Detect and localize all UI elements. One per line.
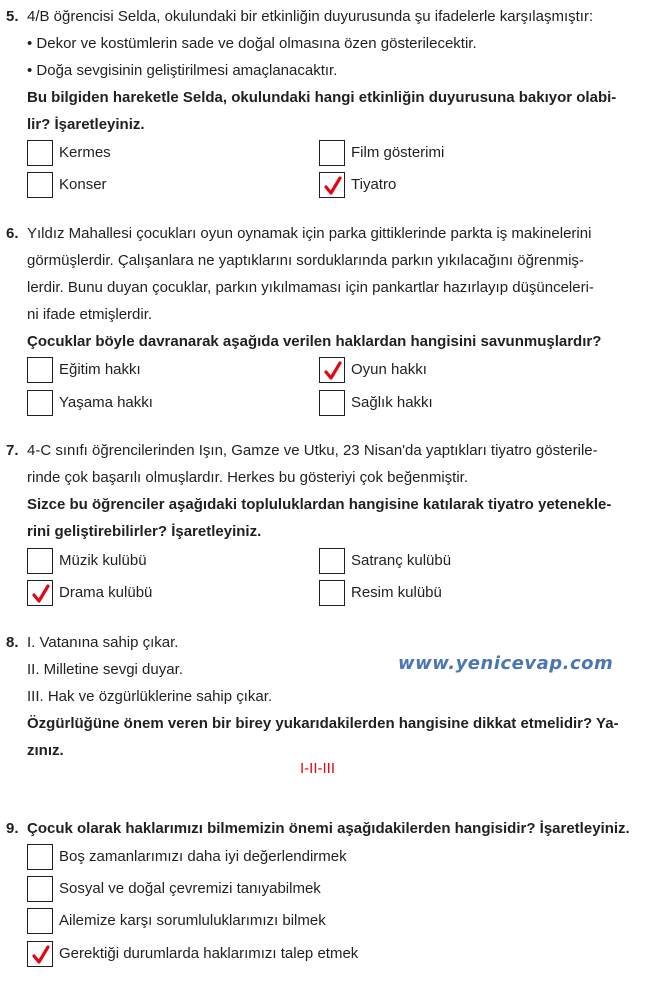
question-text-line: lerdir. Bunu duyan çocuklar, parkın yıkılmaması için pankartlar hazırlayıp düşünceleri- — [27, 279, 594, 296]
question-prompt: zınız. — [27, 742, 64, 759]
question-prompt: rini geliştirebilirler? İşaretleyiniz. — [27, 523, 262, 540]
option-label: Drama kulübü — [59, 584, 153, 601]
option-label: Film gösterimi — [351, 144, 445, 161]
checkbox-checked[interactable] — [27, 580, 53, 606]
statement-line: III. Hak ve özgürlüklerine sahip çıkar. — [27, 688, 273, 705]
option-label: Oyun hakkı — [351, 361, 427, 378]
checkbox[interactable] — [27, 844, 53, 870]
checkbox[interactable] — [27, 876, 53, 902]
option-label: Konser — [59, 176, 107, 193]
option-label: Müzik kulübü — [59, 552, 147, 569]
checkmark-icon — [324, 176, 342, 196]
checkmark-icon — [32, 584, 50, 604]
question-text-line: rinde çok başarılı olmuşlardır. Herkes bu gösteriyi çok beğenmiştir. — [27, 469, 469, 486]
statement-line: I. Vatanına sahip çıkar. — [27, 634, 179, 651]
checkbox-checked[interactable] — [319, 357, 345, 383]
question-prompt: Çocuklar böyle davranarak aşağıda verilen haklardan hangisini savunmuşlardır? — [27, 333, 602, 350]
option-label: Yaşama hakkı — [59, 394, 153, 411]
bullet-line: • Doğa sevgisinin geliştirilmesi amaçlanacaktır. — [27, 62, 338, 79]
checkbox[interactable] — [319, 580, 345, 606]
question-text-line: görmüşlerdir. Çalışanlara ne yaptıklarını sorduklarında parkın yıkılacağını öğrenmiş- — [27, 252, 584, 269]
bullet-line: • Dekor ve kostümlerin sade ve doğal olmasına özen gösterilecektir. — [27, 35, 477, 52]
statement-line: II. Milletine sevgi duyar. — [27, 661, 183, 678]
option-label: Sağlık hakkı — [351, 394, 433, 411]
question-prompt: Özgürlüğüne önem veren bir birey yukarıdakilerden hangisine dikkat etmelidir? Ya- — [27, 715, 619, 732]
checkbox-checked[interactable] — [319, 172, 345, 198]
option-label: Kermes — [59, 144, 111, 161]
checkbox[interactable] — [27, 172, 53, 198]
option-label: Gerektiği durumlarda haklarımızı talep etmek — [59, 945, 359, 962]
checkbox[interactable] — [27, 548, 53, 574]
checkmark-icon — [324, 361, 342, 381]
question-number: 6. — [6, 225, 19, 242]
handwritten-answer: I-II-III — [300, 760, 335, 777]
question-prompt: Çocuk olarak haklarımızı bilmemizin önemi aşağıdakilerden hangisidir? İşaretleyiniz. — [27, 820, 630, 837]
checkbox[interactable] — [319, 390, 345, 416]
option-label: Resim kulübü — [351, 584, 442, 601]
question-text-line: Yıldız Mahallesi çocukları oyun oynamak için parka gittiklerinde parkta iş makinelerini — [27, 225, 592, 242]
checkbox-checked[interactable] — [27, 941, 53, 967]
question-prompt: Sizce bu öğrenciler aşağıdaki topluluklardan hangisine katılarak tiyatro yetenekle- — [27, 496, 612, 513]
question-text-line: 4/B öğrencisi Selda, okulundaki bir etkinliğin duyurusunda şu ifadelerle karşılaşmıştır: — [27, 8, 594, 25]
checkmark-icon — [32, 945, 50, 965]
option-label: Eğitim hakkı — [59, 361, 141, 378]
option-label: Boş zamanlarımızı daha iyi değerlendirmek — [59, 848, 347, 865]
option-label: Sosyal ve doğal çevremizi tanıyabilmek — [59, 880, 321, 897]
checkbox[interactable] — [27, 140, 53, 166]
checkbox[interactable] — [27, 357, 53, 383]
question-number: 5. — [6, 8, 19, 25]
question-prompt: lir? İşaretleyiniz. — [27, 116, 145, 133]
question-number: 7. — [6, 442, 19, 459]
question-number: 8. — [6, 634, 19, 651]
checkbox[interactable] — [319, 140, 345, 166]
question-prompt: Bu bilgiden hareketle Selda, okulundaki hangi etkinliğin duyurusuna bakıyor olabi- — [27, 89, 617, 106]
question-text-line: 4-C sınıfı öğrencilerinden Işın, Gamze ve Utku, 23 Nisan'da yaptıkları tiyatro gösterile- — [27, 442, 598, 459]
option-label: Satranç kulübü — [351, 552, 452, 569]
question-text-line: ni ifade etmişlerdir. — [27, 306, 153, 323]
checkbox[interactable] — [27, 908, 53, 934]
watermark-logo: www.yenicevap.com — [398, 653, 614, 674]
question-number: 9. — [6, 820, 19, 837]
checkbox[interactable] — [27, 390, 53, 416]
option-label: Tiyatro — [351, 176, 397, 193]
option-label: Ailemize karşı sorumluluklarımızı bilmek — [59, 912, 326, 929]
checkbox[interactable] — [319, 548, 345, 574]
